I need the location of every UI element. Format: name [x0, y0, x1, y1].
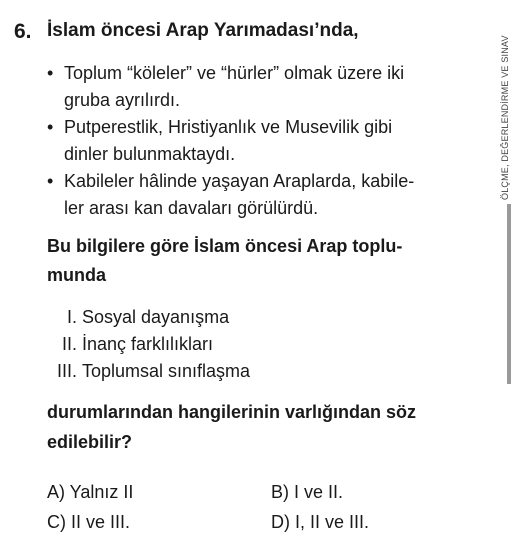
prompt-line: Bu bilgilere göre İslam öncesi Arap toplu- — [47, 236, 403, 256]
bullet-line: Kabileler hâlinde yaşayan Araplarda, kabile- — [64, 171, 415, 191]
option-a[interactable]: A) Yalnız II — [47, 482, 134, 502]
bullet-line: dinler bulunmaktaydı. — [64, 144, 236, 164]
option-c[interactable]: C) II ve III. — [47, 512, 131, 532]
prompt-line: edilebilir? — [47, 432, 133, 452]
bullet-item-3 — [44, 168, 464, 222]
bullet-line: Putperestlik, Hristiyanlık ve Musevilik gibi — [64, 117, 393, 137]
roman-item-3 — [47, 358, 250, 385]
bullet-item-2 — [44, 114, 464, 168]
answer-options — [47, 480, 467, 534]
roman-item-list — [47, 304, 250, 385]
bullet-dot-icon: • — [47, 171, 54, 191]
roman-numeral: I. — [66, 307, 77, 327]
prompt-line: durumlarından hangilerinin varlığından söz — [47, 402, 417, 422]
bullet-line: ler arası kan davaları görülürdü. — [64, 198, 319, 218]
roman-item-2 — [47, 331, 250, 358]
roman-item-text: Sosyal dayanışma — [82, 307, 230, 327]
option-b[interactable]: B) I ve II. — [271, 482, 344, 502]
roman-item-1 — [47, 304, 250, 331]
roman-item-text: İnanç farklılıkları — [82, 334, 214, 354]
sidebar-vertical-text: ÖLÇME, DEĞERLENDİRME VE SINAV — [500, 35, 510, 200]
roman-item-text: Toplumsal sınıflaşma — [82, 361, 251, 381]
sidebar-divider — [507, 204, 511, 384]
question-prompt-2 — [47, 397, 487, 457]
bullet-line: gruba ayrılırdı. — [64, 90, 181, 110]
bullet-item-1 — [44, 60, 464, 114]
info-bullet-list — [44, 60, 464, 222]
roman-numeral: II. — [61, 334, 77, 354]
question-stem: İslam öncesi Arap Yarımadası’nda, — [47, 20, 359, 41]
roman-numeral: III. — [56, 361, 77, 381]
option-d[interactable]: D) I, II ve III. — [271, 512, 370, 532]
bullet-line: Toplum “köleler” ve “hürler” olmak üzere iki — [64, 63, 405, 83]
question-prompt — [47, 232, 467, 290]
bullet-dot-icon: • — [47, 117, 54, 137]
prompt-line: munda — [47, 265, 107, 285]
bullet-dot-icon: • — [47, 63, 54, 83]
question-number: 6. — [14, 20, 32, 43]
